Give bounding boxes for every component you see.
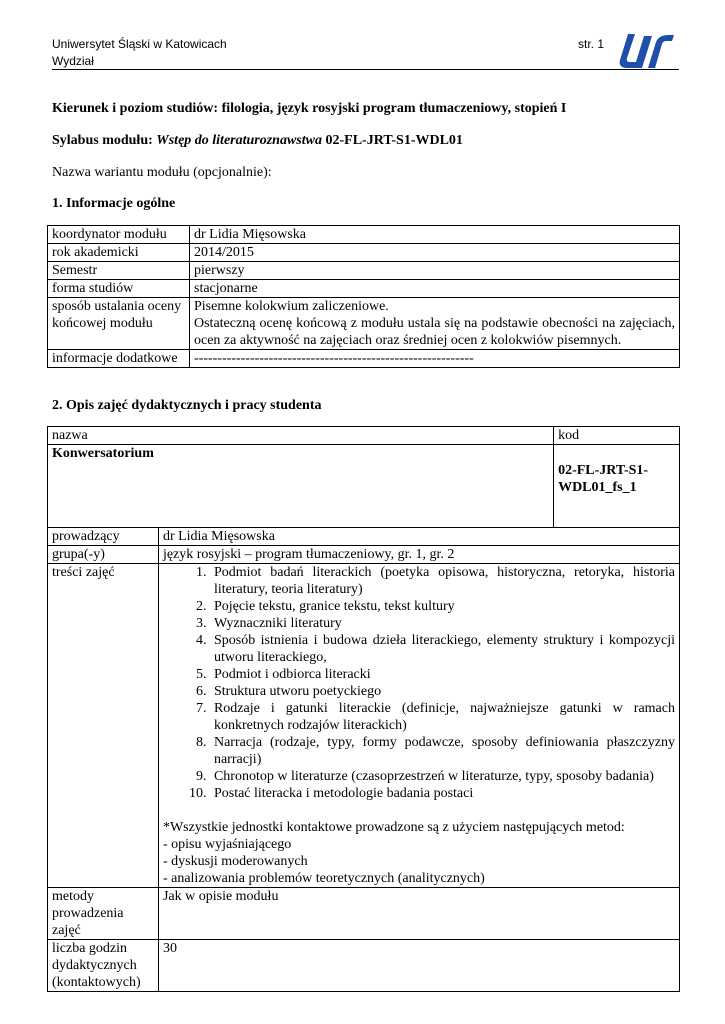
- grading-key: sposób ustalania oceny końcowej modułu: [48, 298, 190, 350]
- class-code: 02-FL-JRT-S1-WDL01_fs_1: [554, 445, 680, 528]
- info-key: Semestr: [48, 262, 190, 280]
- info-key: rok akademicki: [48, 244, 190, 262]
- hours-value: 30: [158, 940, 679, 992]
- program-heading: Kierunek i poziom studiów: filologia, język rosyjski program tłumaczeniowy, stopień I: [52, 101, 567, 116]
- university-logo-icon: [608, 30, 676, 72]
- table-row: [48, 888, 680, 940]
- grading-line-1: Pisemne kolokwium zaliczeniowe.: [194, 299, 389, 314]
- table-row: [48, 445, 680, 528]
- list-item: 2. Pojęcie tekstu, granice tekstu, tekst kultury: [210, 598, 675, 615]
- info-key: forma studiów: [48, 280, 190, 298]
- grading-line-2: Ostateczną ocenę końcową z modułu ustala się na podstawie obecności na zajęciach, ocen za aktywność na zajęciach oraz średniej ocen z kolokwiów pisemnych.: [194, 316, 675, 348]
- list-item: 7. Rodzaje i gatunki literackie (definicje, najważniejsze gatunki w ramach konkretnych rodzajów literackich): [210, 700, 675, 734]
- course-table: [47, 426, 680, 992]
- list-item: 5. Podmiot i odbiorca literacki: [210, 666, 675, 683]
- variant-label: Nazwa wariantu modułu (opcjonalnie):: [52, 165, 272, 180]
- list-item: 1. Podmiot badań literackich (poetyka opisowa, historyczna, retoryka, historia literatury, teoria literatury): [210, 564, 675, 598]
- extra-info-key: informacje dodatkowe: [48, 350, 190, 368]
- group-value: język rosyjski – program tłumaczeniowy, gr. 1, gr. 2: [158, 546, 679, 564]
- extra-info-value: ------------------------------------------------------------: [190, 350, 680, 368]
- info-value: 2014/2015: [190, 244, 680, 262]
- table-row: [48, 427, 680, 445]
- list-item: 10. Postać literacka i metodologie badania postaci: [210, 785, 675, 802]
- list-item: 9. Chronotop w literaturze (czasoprzestrzeń w literaturze, typy, sposoby badania): [210, 768, 675, 785]
- table-row: [48, 226, 680, 244]
- method-item: - analizowania problemów teoretycznych (analitycznych): [162, 871, 485, 886]
- syllabus-heading: [52, 132, 463, 149]
- table-row: [48, 940, 680, 992]
- class-name: Konwersatorium: [48, 445, 554, 528]
- list-item: 8. Narracja (rodzaje, typy, formy podawcze, sposoby definiowania płaszczyzny narracji): [210, 734, 675, 768]
- group-key: grupa(-y): [48, 546, 159, 564]
- hours-key: liczba godzin dydaktycznych (kontaktowych): [48, 940, 159, 992]
- table-row: [48, 564, 680, 888]
- content-value: [158, 564, 679, 888]
- header-university: Uniwersytet Śląski w Katowicach: [52, 37, 227, 51]
- list-item: 3. Wyznaczniki literatury: [210, 615, 675, 632]
- methods-intro: *Wszystkie jednostki kontaktowe prowadzone są z użyciem następujących metod:: [162, 820, 625, 835]
- table-row: [48, 280, 680, 298]
- table-row: [48, 546, 680, 564]
- table-row: [48, 350, 680, 368]
- lecturer-value: dr Lidia Mięsowska: [158, 528, 679, 546]
- info-value: stacjonarne: [190, 280, 680, 298]
- grading-value: [190, 298, 680, 350]
- topics-list: [163, 564, 675, 802]
- method-item: - opisu wyjaśniającego: [162, 837, 292, 852]
- table-row: [48, 528, 680, 546]
- content-key: treści zajęć: [48, 564, 159, 888]
- methods-key: metody prowadzenia zajęć: [48, 888, 159, 940]
- header-faculty: Wydział: [52, 54, 94, 68]
- methods-value: Jak w opisie modułu: [158, 888, 679, 940]
- table-row: [48, 244, 680, 262]
- list-item: 4. Sposób istnienia i budowa dzieła literackiego, elementy struktury i kompozycji utworu literackiego,: [210, 632, 675, 666]
- section2-title: 2. Opis zajęć dydaktycznych i pracy studenta: [52, 398, 322, 413]
- syllabus-prefix: Sylabus modułu:: [52, 133, 157, 148]
- lecturer-key: prowadzący: [48, 528, 159, 546]
- general-info-table: [47, 225, 680, 368]
- code-header: kod: [554, 427, 680, 445]
- header-divider: [52, 69, 679, 70]
- section1-title: 1. Informacje ogólne: [52, 196, 176, 211]
- name-header: nazwa: [48, 427, 554, 445]
- table-row: [48, 262, 680, 280]
- module-name: Wstęp do literaturoznawstwa: [156, 133, 322, 148]
- list-item: 6. Struktura utworu poetyckiego: [210, 683, 675, 700]
- table-row: [48, 298, 680, 350]
- info-key: koordynator modułu: [48, 226, 190, 244]
- info-value: dr Lidia Mięsowska: [190, 226, 680, 244]
- info-value: pierwszy: [190, 262, 680, 280]
- module-code: 02-FL-JRT-S1-WDL01: [321, 133, 463, 148]
- header-page-number: str. 1: [578, 37, 605, 51]
- method-item: - dyskusji moderowanych: [162, 854, 308, 869]
